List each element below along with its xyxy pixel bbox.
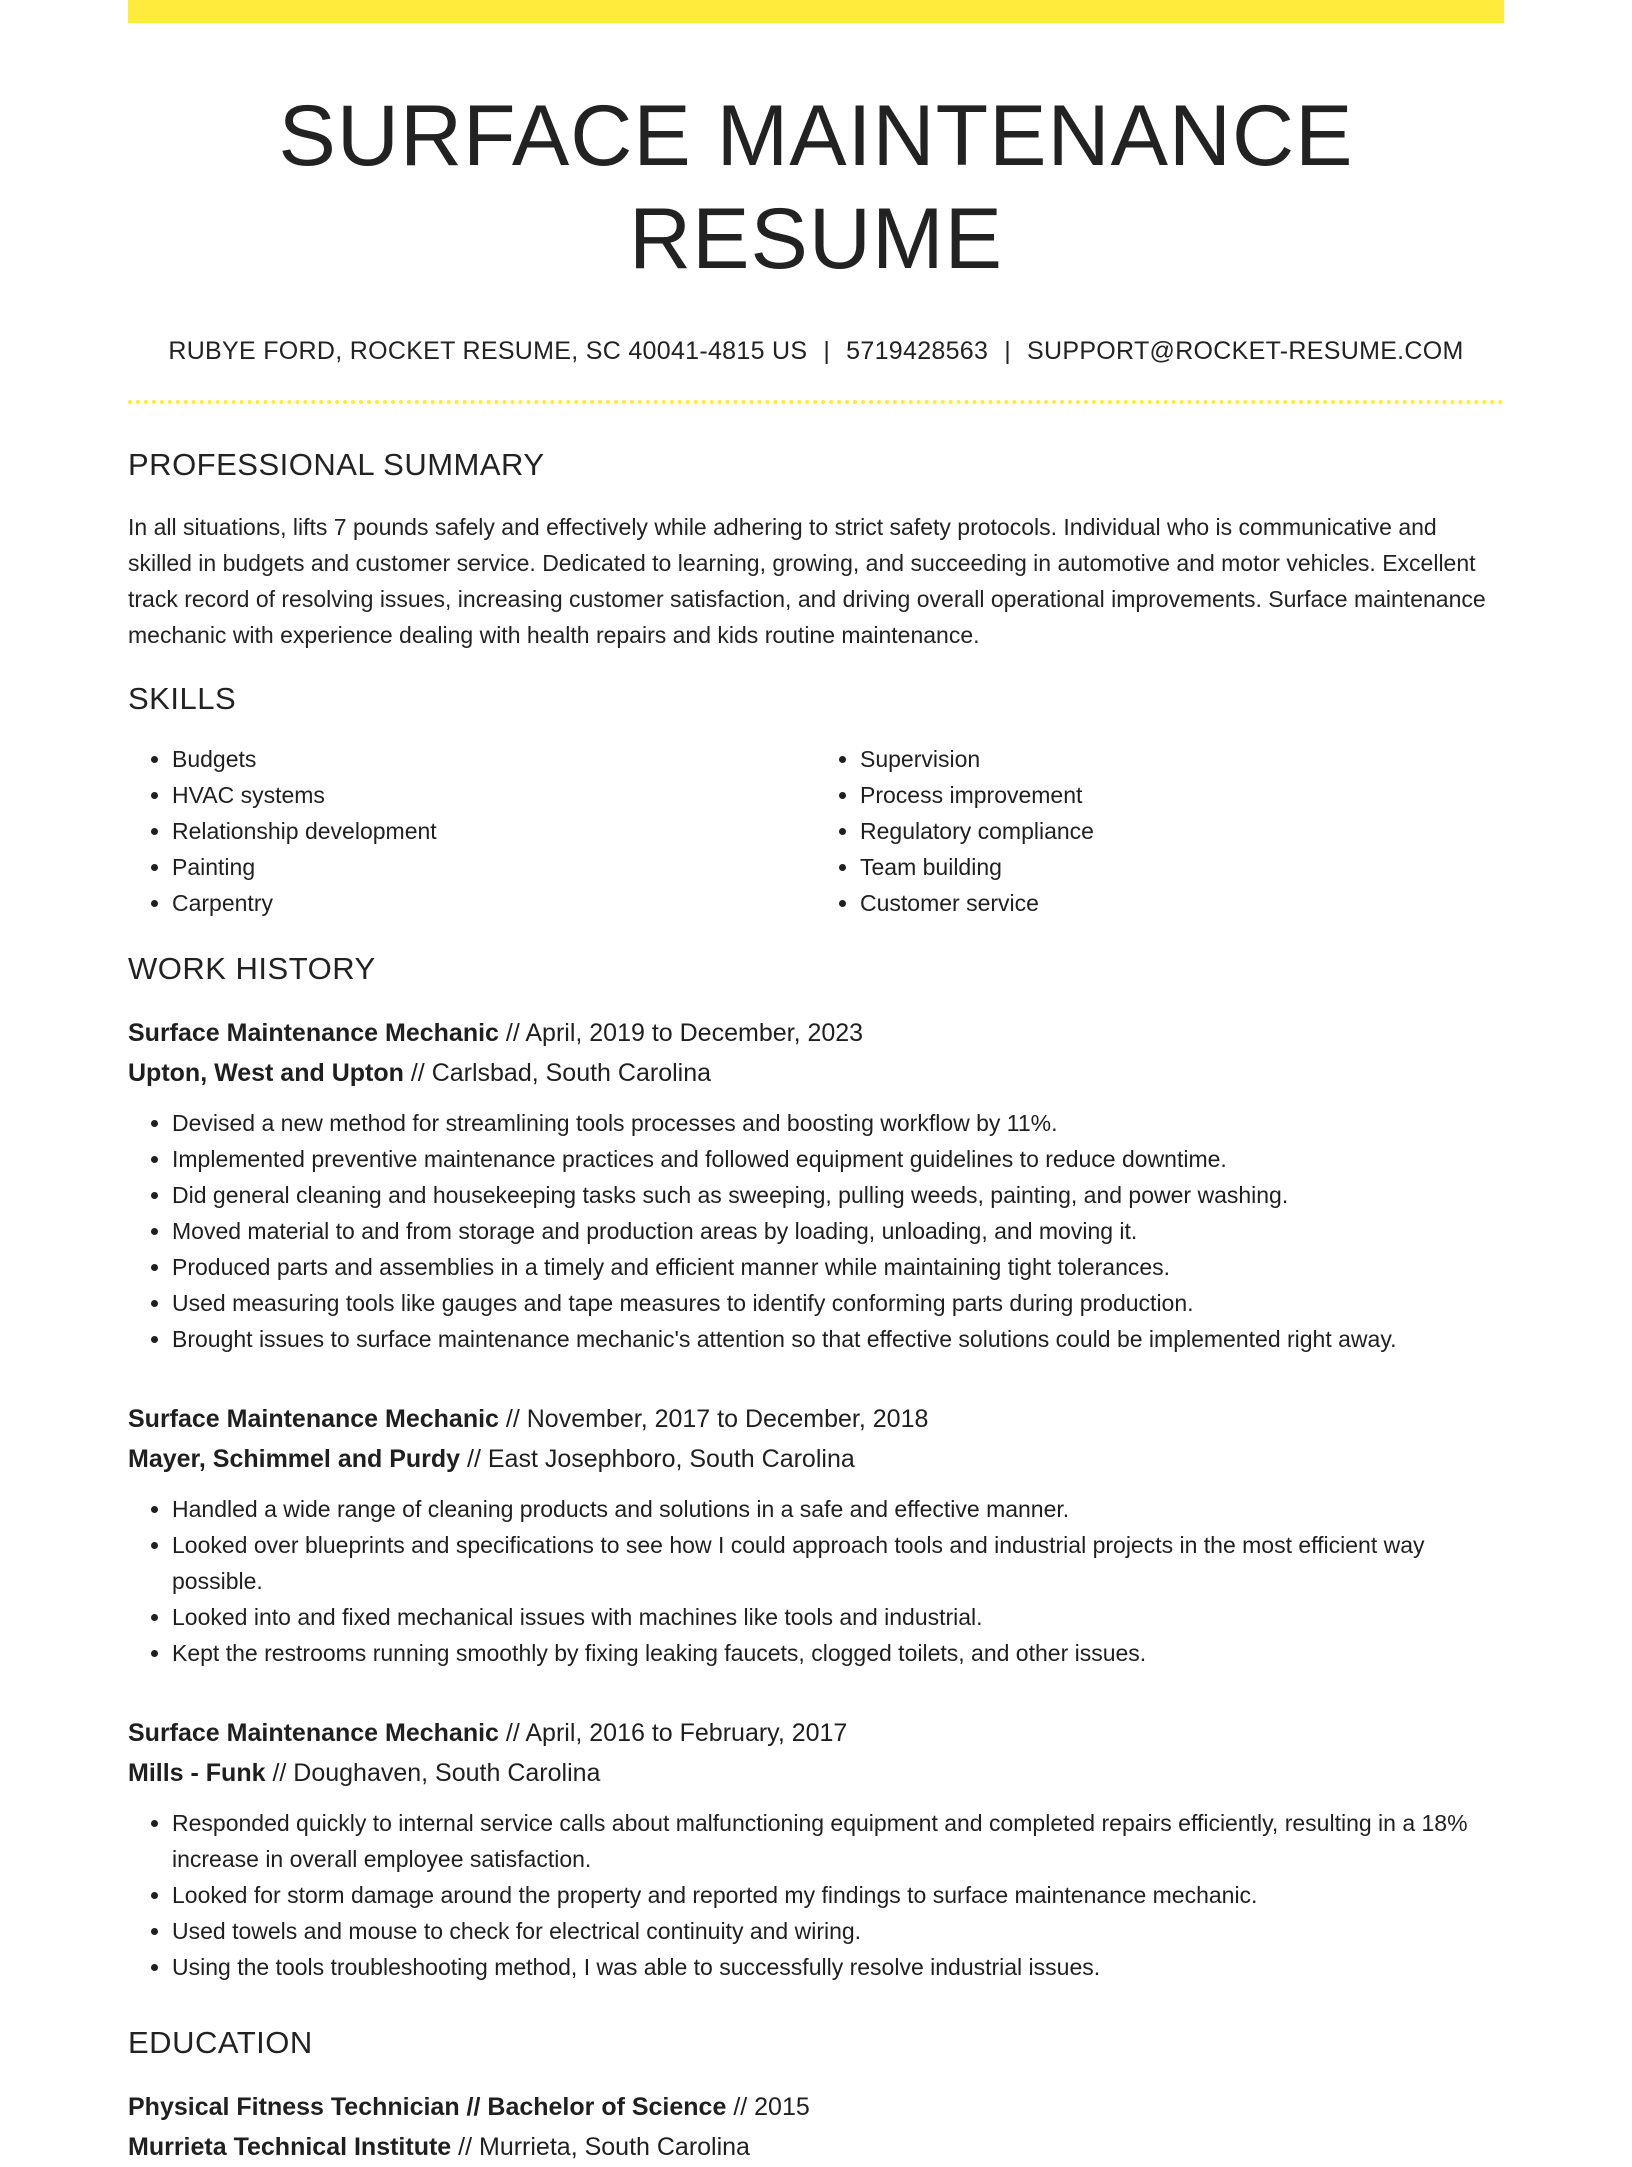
job-company-line [128,1053,1504,1093]
job-bullet: • Kept the restrooms running smoothly by fixing leaking faucets, clogged toilets, and other issues. [172,1635,1504,1671]
job-company: Upton, West and Upton [128,1059,404,1088]
skill-item: • Team building [860,849,1504,885]
job-entry [128,1399,1504,1671]
contact-line [128,337,1504,366]
education-entry [128,2087,1504,2167]
skills-grid [128,741,1504,921]
accent-bar [128,0,1504,23]
contact-separator: | [1004,337,1012,366]
job-title-line [128,1013,1504,1053]
skills-column-left [128,741,816,921]
skill-item: • Painting [172,849,816,885]
contact-separator: | [823,337,831,366]
skills-heading: SKILLS [128,681,237,717]
summary-heading: PROFESSIONAL SUMMARY [128,447,545,483]
skill-item: • Regulatory compliance [860,813,1504,849]
work-history-heading: WORK HISTORY [128,951,376,987]
job-company: Mills - Funk [128,1759,266,1788]
job-bullet: • Used towels and mouse to check for electrical continuity and wiring. [172,1913,1504,1949]
job-bullet: • Produced parts and assemblies in a timely and efficient manner while maintaining tight tolerances. [172,1249,1504,1285]
education-degree: Physical Fitness Technician // Bachelor of Science [128,2093,727,2122]
job-dates: // April, 2016 to February, 2017 [498,1719,848,1748]
job-bullet: • Responded quickly to internal service calls about malfunctioning equipment and completed repairs efficiently, resulting in a 18% increase in overall employee satisfaction. [172,1805,1504,1877]
job-bullet: • Looked for storm damage around the property and reported my findings to surface maintenance mechanic. [172,1877,1504,1913]
skill-item: • Relationship development [172,813,816,849]
job-bullet: • Handled a wide range of cleaning products and solutions in a safe and effective manner. [172,1491,1504,1527]
education-year: // 2015 [726,2093,810,2122]
job-location: // East Josephboro, South Carolina [460,1445,855,1474]
education-school: Murrieta Technical Institute [128,2133,452,2162]
education-school-line [128,2127,1504,2167]
job-bullet: • Using the tools troubleshooting method, I was able to successfully resolve industrial issues. [172,1949,1504,1985]
education-heading: EDUCATION [128,2025,313,2061]
job-bullet: • Looked over blueprints and specifications to see how I could approach tools and industrial projects in the most efficient way possible. [172,1527,1504,1599]
education-location: // Murrieta, South Carolina [451,2133,750,2162]
job-dates: // November, 2017 to December, 2018 [498,1405,929,1434]
skill-item: • Process improvement [860,777,1504,813]
job-bullet: • Implemented preventive maintenance practices and followed equipment guidelines to reduce downtime. [172,1141,1504,1177]
job-title: Surface Maintenance Mechanic [128,1019,499,1048]
job-company: Mayer, Schimmel and Purdy [128,1445,461,1474]
job-title-line [128,1713,1504,1753]
job-location: // Carlsbad, South Carolina [403,1059,712,1088]
job-title: Surface Maintenance Mechanic [128,1405,499,1434]
job-entry [128,1713,1504,1985]
job-bullets [128,1491,1504,1671]
skill-item: • Budgets [172,741,816,777]
skill-item: • HVAC systems [172,777,816,813]
job-location: // Doughaven, South Carolina [265,1759,601,1788]
dotted-divider [128,400,1504,404]
education-degree-line [128,2087,1504,2127]
job-bullet: • Used measuring tools like gauges and tape measures to identify conforming parts during production. [172,1285,1504,1321]
job-title-line [128,1399,1504,1439]
contact-phone: 5719428563 [846,337,989,366]
job-bullet: • Devised a new method for streamlining tools processes and boosting workflow by 11%. [172,1105,1504,1141]
job-title: Surface Maintenance Mechanic [128,1719,499,1748]
job-dates: // April, 2019 to December, 2023 [498,1019,864,1048]
contact-address: RUBYE FORD, ROCKET RESUME, SC 40041-4815 US [168,337,808,366]
job-entry [128,1013,1504,1357]
skill-item: • Carpentry [172,885,816,921]
skill-item: • Supervision [860,741,1504,777]
job-bullet: • Moved material to and from storage and production areas by loading, unloading, and moving it. [172,1213,1504,1249]
job-bullet: • Brought issues to surface maintenance mechanic's attention so that effective solutions could be implemented right away. [172,1321,1504,1357]
resume-page [128,0,1504,2167]
job-company-line [128,1753,1504,1793]
job-bullets [128,1105,1504,1357]
skills-column-right [816,741,1504,921]
resume-title: SURFACE MAINTENANCE RESUME [278,88,1354,288]
job-bullet: • Looked into and fixed mechanical issues with machines like tools and industrial. [172,1599,1504,1635]
job-bullet: • Did general cleaning and housekeeping tasks such as sweeping, pulling weeds, painting, and power washing. [172,1177,1504,1213]
summary-text: In all situations, lifts 7 pounds safely and effectively while adhering to strict safety protocols. Individual who is communicative and skilled in budgets and customer service. Dedicated to learning, growing, and succeeding in automotive and motor vehicles. Excellent track record of resolving issues, increasing customer satisfaction, and driving overall operational improvements. Surface maintenance mechanic with experience dealing with health repairs and kids routine maintenance. [128,514,1486,649]
contact-email: SUPPORT@ROCKET-RESUME.COM [1027,337,1464,366]
job-company-line [128,1439,1504,1479]
skill-item: • Customer service [860,885,1504,921]
job-bullets [128,1805,1504,1985]
